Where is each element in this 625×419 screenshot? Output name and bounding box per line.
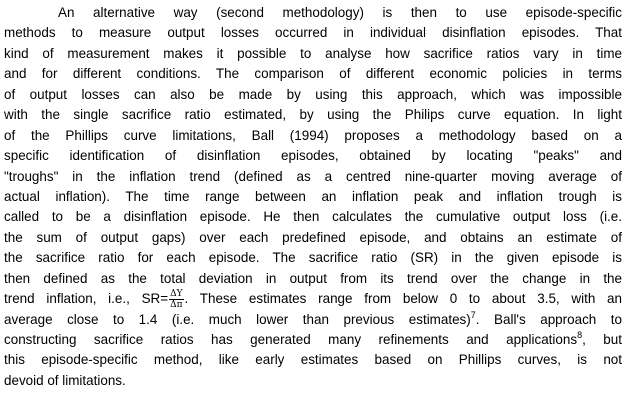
sacrifice-ratio-fraction bbox=[169, 289, 183, 310]
formula-line-before: trend inflation, i.e., SR= bbox=[4, 291, 169, 307]
fraction-numerator: ΔY bbox=[170, 289, 183, 300]
body-paragraph bbox=[4, 3, 622, 391]
footnote8-line bbox=[4, 330, 622, 350]
text-line: called to be a disinflation episode. He then calculates the cumulative output loss (i.e. bbox=[4, 209, 622, 225]
footnote8-line-after: , but bbox=[582, 332, 622, 347]
text-line: specific identification of disinflation episodes, obtained by locating "peaks" and bbox=[4, 148, 622, 164]
text-line: "troughs" in the inflation trend (defined as a centred nine-quarter moving average of bbox=[4, 168, 622, 184]
text-line-last: devoid of limitations. bbox=[4, 372, 126, 388]
text-line: of the Phillips curve limitations, Ball (1994) proposes a methodology based on a bbox=[4, 127, 622, 143]
footnote8-line-before: constructing sacrifice ratios has generated many refinements and applications bbox=[4, 332, 578, 347]
formula-line bbox=[4, 289, 622, 309]
text-line: the sum of output gaps) over each predefined episode, and obtains an estimate of bbox=[4, 229, 622, 245]
text-line: then defined as the total deviation in output from its trend over the change in the bbox=[4, 270, 622, 286]
footnote-marker-8: 8 bbox=[577, 330, 583, 340]
text-line: kind of measurement makes it possible to analyse how sacrifice ratios vary in time bbox=[4, 45, 622, 61]
formula-line-after: . These estimates range from below 0 to about 3.5, with an bbox=[184, 291, 622, 307]
fraction-denominator: Δπ bbox=[170, 300, 183, 311]
footnote7-line-after: . Ball's approach to bbox=[475, 311, 622, 327]
text-line: with the single sacrifice ratio estimated, by using the Philips curve equation. In light bbox=[4, 107, 622, 123]
document-page bbox=[4, 3, 622, 391]
footnote7-line-before: average close to 1.4 (i.e. much lower than previous estimates) bbox=[4, 311, 471, 327]
text-line: and for different conditions. The comparison of different economic policies in terms bbox=[4, 66, 622, 82]
footnote7-line bbox=[4, 310, 622, 330]
footnote-marker-7: 7 bbox=[470, 309, 476, 320]
text-line: this episode-specific method, like early estimates based on Phillips curves, is not bbox=[4, 352, 622, 368]
text-line: An alternative way (second methodology) is then to use episode-specific bbox=[58, 5, 622, 20]
text-line: actual inflation). The time range between an inflation peak and inflation trough is bbox=[4, 188, 622, 204]
text-line: methods to measure output losses occurred in individual disinflation episodes. That bbox=[4, 25, 622, 41]
text-line: of output losses can also be made by using this approach, which was impossible bbox=[4, 86, 622, 102]
text-line: the sacrifice ratio for each episode. The sacrifice ratio (SR) in the given episode is bbox=[4, 250, 622, 266]
